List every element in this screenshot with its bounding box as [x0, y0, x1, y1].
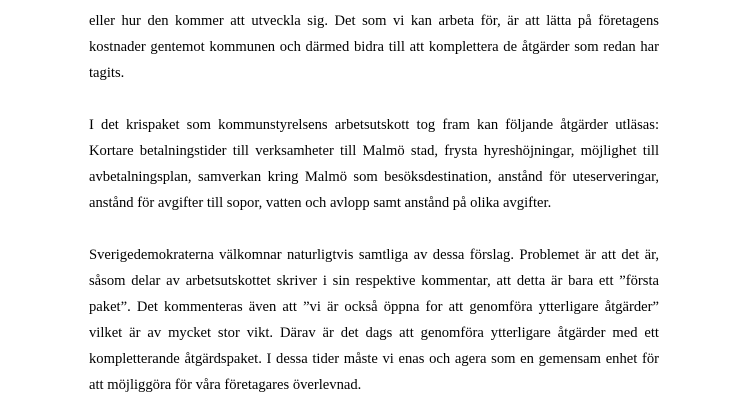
paragraph-3-line-5: kompletterande åtgärdspaket. I dessa tider måste vi enas och agera som en gemensam enhet för [89, 351, 659, 367]
paragraph-1-line-3: tagits. [89, 65, 125, 81]
paragraph-3-line-6: att möjliggöra för våra företagares överlevnad. [89, 377, 362, 393]
paragraph-3-line-4: vilket är av mycket stor vikt. Därav är det dags att genomföra ytterligare åtgärder med ett [89, 325, 659, 341]
paragraph-3-line-3: paket”. Det kommenteras även att ”vi är också öppna for att genomföra ytterligare åtgärder” [89, 299, 659, 315]
paragraph-2-line-4: anstånd för avgifter till sopor, vatten och avlopp samt anstånd på olika avgifter. [89, 195, 552, 211]
paragraph-2-line-2: Kortare betalningstider till verksamheter till Malmö stad, frysta hyreshöjningar, möjlighet till [89, 143, 659, 159]
paragraph-3-line-2: såsom delar av arbetsutskottet skriver i sin respektive kommentar, att detta är bara ett ”första [89, 273, 659, 289]
paragraph-1-line-2: kostnader gentemot kommunen och därmed bidra till att komplettera de åtgärder som redan har [89, 39, 659, 55]
paragraph-1-line-1: eller hur den kommer att utveckla sig. Det som vi kan arbeta för, är att lätta på företagens [89, 13, 659, 29]
paragraph-3-line-1: Sverigedemokraterna välkomnar naturligtvis samtliga av dessa förslag. Problemet är att det är, [89, 247, 659, 263]
paragraph-2-line-1: I det krispaket som kommunstyrelsens arbetsutskott tog fram kan följande åtgärder utläsas: [89, 117, 659, 133]
paragraph-2-line-3: avbetalningsplan, samverkan kring Malmö som besöksdestination, anstånd för uteserveringar, [89, 169, 659, 185]
